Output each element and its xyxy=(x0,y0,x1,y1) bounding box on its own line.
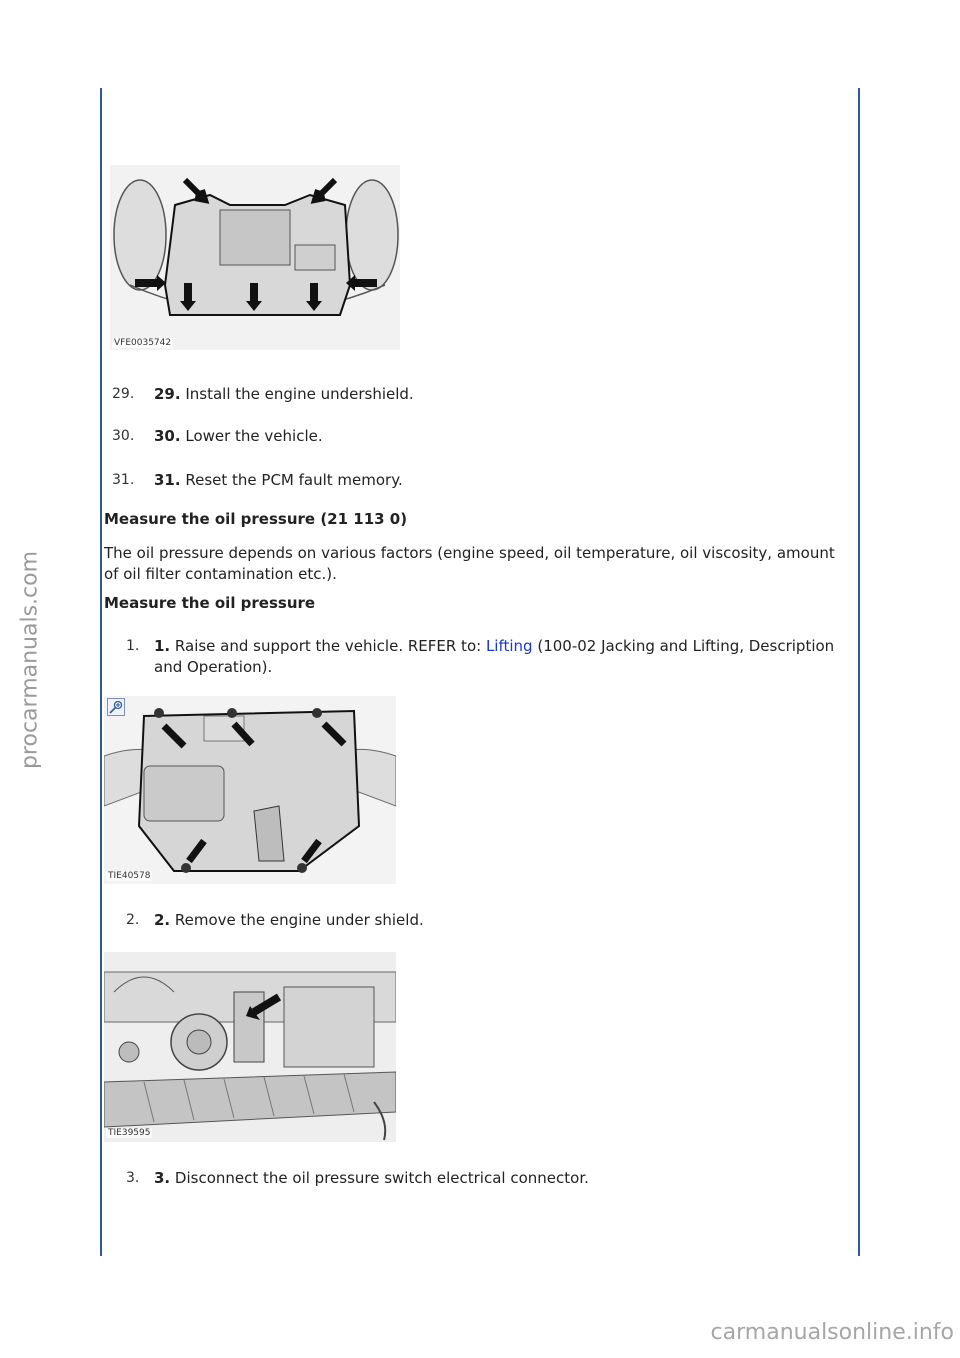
section-intro: The oil pressure depends on various factors (engine speed, oil temperature, oil viscosity, amount of oil filter contamination etc.). xyxy=(104,544,835,583)
lifting-link[interactable]: Lifting xyxy=(485,637,533,655)
step-number: 29. xyxy=(112,386,135,402)
step-text: 1. Raise and support the vehicle. REFER to: Lifting (100-02 Jacking and Lifting, Description and Operation). xyxy=(154,637,835,676)
figure-code: TIE40578 xyxy=(108,871,151,881)
step-number: 2. xyxy=(126,912,140,928)
section-heading: Measure the oil pressure (21 113 0) xyxy=(104,510,408,528)
oil-pressure-switch-illustration xyxy=(104,952,396,1142)
figure-code: VFE0035742 xyxy=(114,338,172,348)
step-number: 3. xyxy=(126,1170,140,1186)
bottom-watermark: carmanualsonline.info xyxy=(710,1320,954,1345)
undershield-remove-illustration xyxy=(104,696,396,884)
step-text: 3. Disconnect the oil pressure switch electrical connector. xyxy=(154,1169,589,1187)
step-number: 30. xyxy=(112,428,135,444)
step-text: 2. Remove the engine under shield. xyxy=(154,911,424,929)
side-watermark: procarmanuals.com xyxy=(17,550,43,770)
zoom-icon[interactable] xyxy=(107,698,125,716)
step-text: 31. Reset the PCM fault memory. xyxy=(154,471,403,489)
figure-oil-pressure-switch xyxy=(104,952,396,1142)
figure-code: TIE39595 xyxy=(108,1128,151,1138)
figure-undershield-remove xyxy=(104,696,396,884)
undershield-install-illustration xyxy=(110,165,400,350)
right-margin-rule xyxy=(858,88,860,1256)
subheading: Measure the oil pressure xyxy=(104,594,316,612)
left-margin-rule xyxy=(100,88,102,1256)
step-number: 1. xyxy=(126,638,140,654)
figure-undershield-install xyxy=(110,165,400,350)
step-text: 29. Install the engine undershield. xyxy=(154,385,414,403)
step-text: 30. Lower the vehicle. xyxy=(154,427,323,445)
step-number: 31. xyxy=(112,472,135,488)
